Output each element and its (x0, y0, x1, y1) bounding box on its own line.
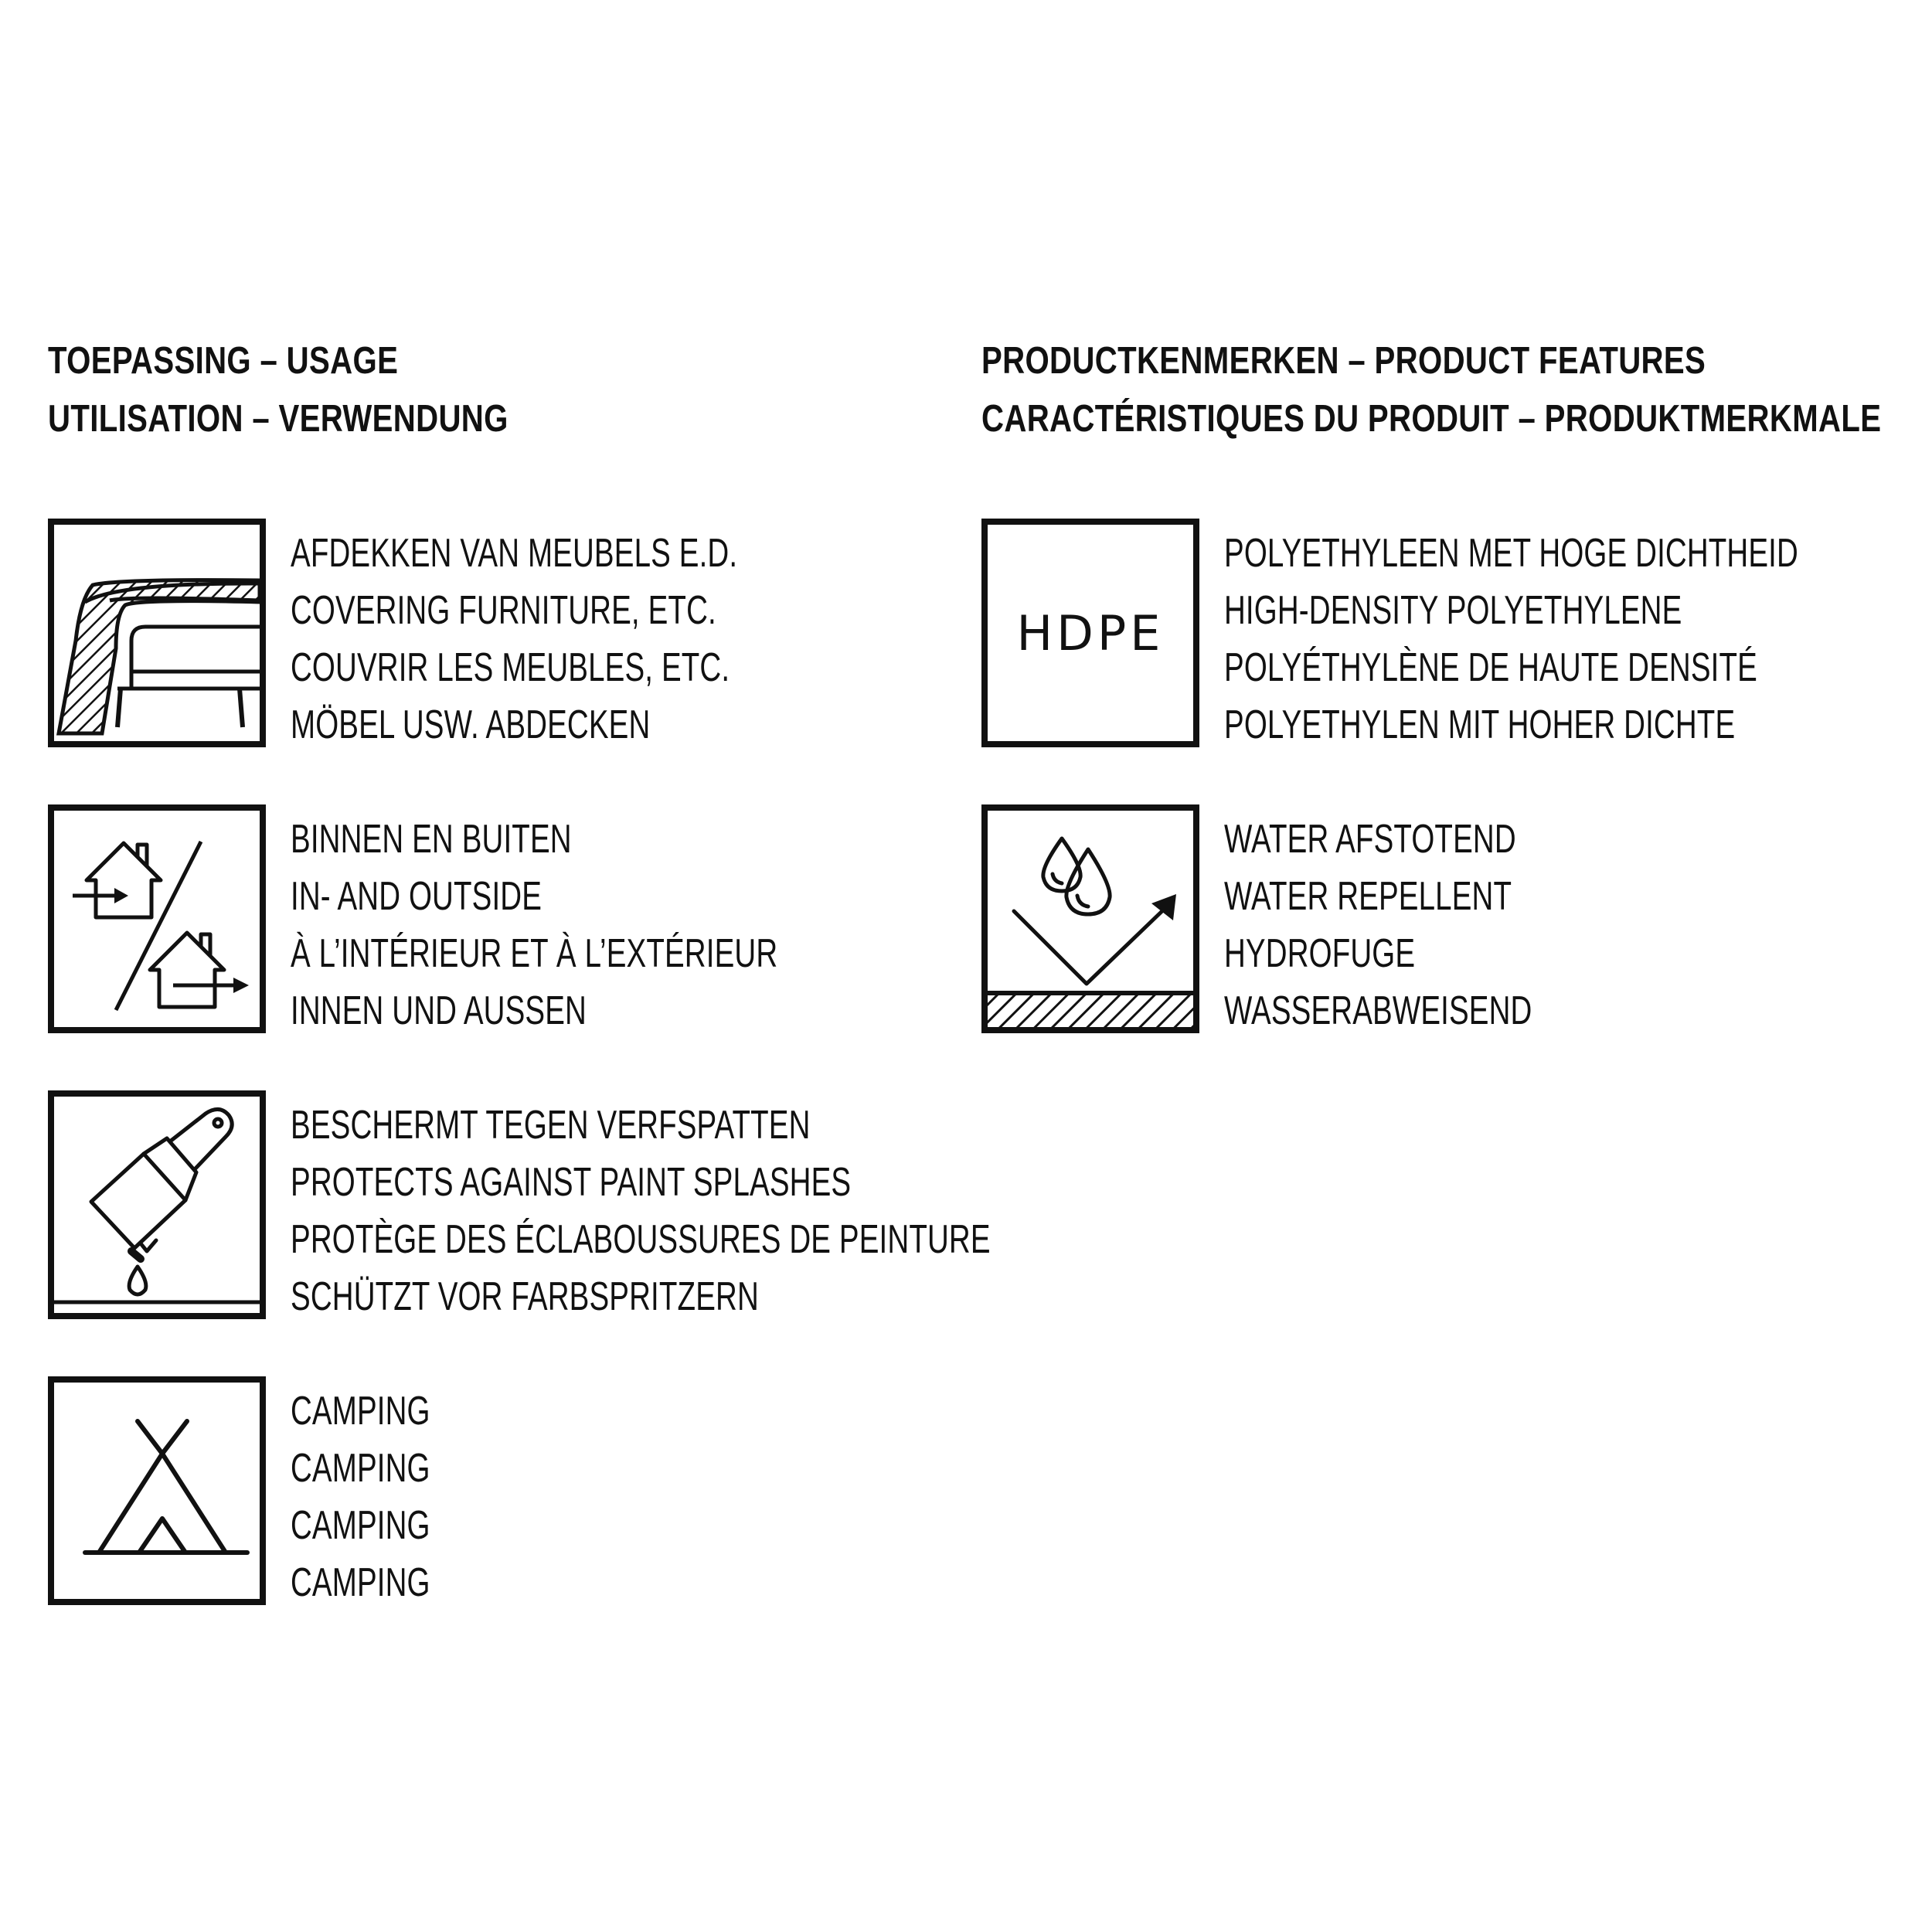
feature-line-de: WASSERABWEISEND (1224, 988, 1532, 1033)
hdpe-label-icon: HDPE (1016, 604, 1165, 662)
sofa-cover-icon-box (48, 519, 266, 747)
feature-line-nl: POLYETHYLEEN MET HOGE DICHTHEID (1224, 531, 1798, 576)
usage-line-en: COVERING FURNITURE, ETC. (291, 588, 716, 633)
paint-brush-drip-icon (54, 1097, 260, 1313)
usage-line-nl: BINNEN EN BUITEN (291, 817, 572, 862)
usage-line-de: MÖBEL USW. ABDECKEN (291, 702, 651, 747)
hdpe-icon-box (981, 519, 1199, 747)
usage-item-text (291, 1097, 1236, 1325)
usage-heading (48, 332, 960, 451)
feature-line-nl: WATER AFSTOTEND (1224, 817, 1516, 862)
usage-item-text (291, 525, 894, 753)
features-heading-line-1: PRODUCTKENMERKEN – PRODUCT FEATURES (981, 340, 1706, 382)
usage-line-fr: À L’INTÉRIEUR ET À L’EXTÉRIEUR (291, 931, 778, 976)
usage-line-en: PROTECTS AGAINST PAINT SPLASHES (291, 1160, 852, 1205)
features-list (981, 519, 1909, 1033)
features-section (981, 332, 1909, 1090)
usage-item-text (291, 1383, 479, 1611)
usage-item-paint-splashes (48, 1090, 991, 1319)
usage-item-indoor-outdoor (48, 804, 960, 1033)
water-repellent-icon (988, 811, 1193, 1027)
feature-line-en: HIGH-DENSITY POLYETHYLENE (1224, 588, 1682, 633)
features-heading (981, 332, 1909, 451)
usage-line-en: CAMPING (291, 1446, 430, 1491)
usage-line-fr: COUVRIR LES MEUBLES, ETC. (291, 645, 730, 690)
usage-item-covering-furniture (48, 519, 960, 747)
feature-item-text (1224, 525, 1932, 753)
tent-icon-box (48, 1376, 266, 1605)
paint-brush-icon-box (48, 1090, 266, 1319)
water-repellent-icon-box (981, 804, 1199, 1033)
usage-item-text (291, 811, 949, 1039)
feature-line-de: POLYETHYLEN MIT HOHER DICHTE (1224, 702, 1736, 747)
feature-item-water-repellent (981, 804, 1909, 1033)
usage-heading-line-1: TOEPASSING – USAGE (48, 340, 399, 382)
usage-line-fr: CAMPING (291, 1503, 430, 1548)
usage-item-camping (48, 1376, 960, 1605)
usage-line-de: INNEN UND AUSSEN (291, 988, 587, 1033)
usage-line-de: SCHÜTZT VOR FARBSPRITZERN (291, 1274, 759, 1319)
feature-item-text (1224, 811, 1641, 1039)
feature-item-hdpe (981, 519, 1909, 747)
usage-line-nl: BESCHERMT TEGEN VERFSPATTEN (291, 1103, 811, 1148)
usage-line-de: CAMPING (291, 1560, 430, 1605)
features-heading-line-2: CARACTÉRISTIQUES DU PRODUIT – PRODUKTMERKMALE (981, 398, 1882, 440)
sofa-cover-icon (54, 525, 260, 741)
tent-icon (54, 1383, 260, 1599)
feature-line-en: WATER REPELLENT (1224, 874, 1512, 919)
usage-heading-line-2: UTILISATION – VERWENDUNG (48, 398, 509, 440)
feature-line-fr: HYDROFUGE (1224, 931, 1416, 976)
usage-line-nl: CAMPING (291, 1389, 430, 1434)
indoor-outdoor-house-icon (54, 811, 260, 1027)
usage-line-en: IN- AND OUTSIDE (291, 874, 543, 919)
indoor-outdoor-icon-box (48, 804, 266, 1033)
usage-list (48, 519, 991, 1605)
feature-line-fr: POLYÉTHYLÈNE DE HAUTE DENSITÉ (1224, 645, 1757, 690)
usage-line-fr: PROTÈGE DES ÉCLABOUSSURES DE PEINTURE (291, 1217, 991, 1262)
usage-section (48, 332, 991, 1662)
usage-line-nl: AFDEKKEN VAN MEUBELS E.D. (291, 531, 738, 576)
